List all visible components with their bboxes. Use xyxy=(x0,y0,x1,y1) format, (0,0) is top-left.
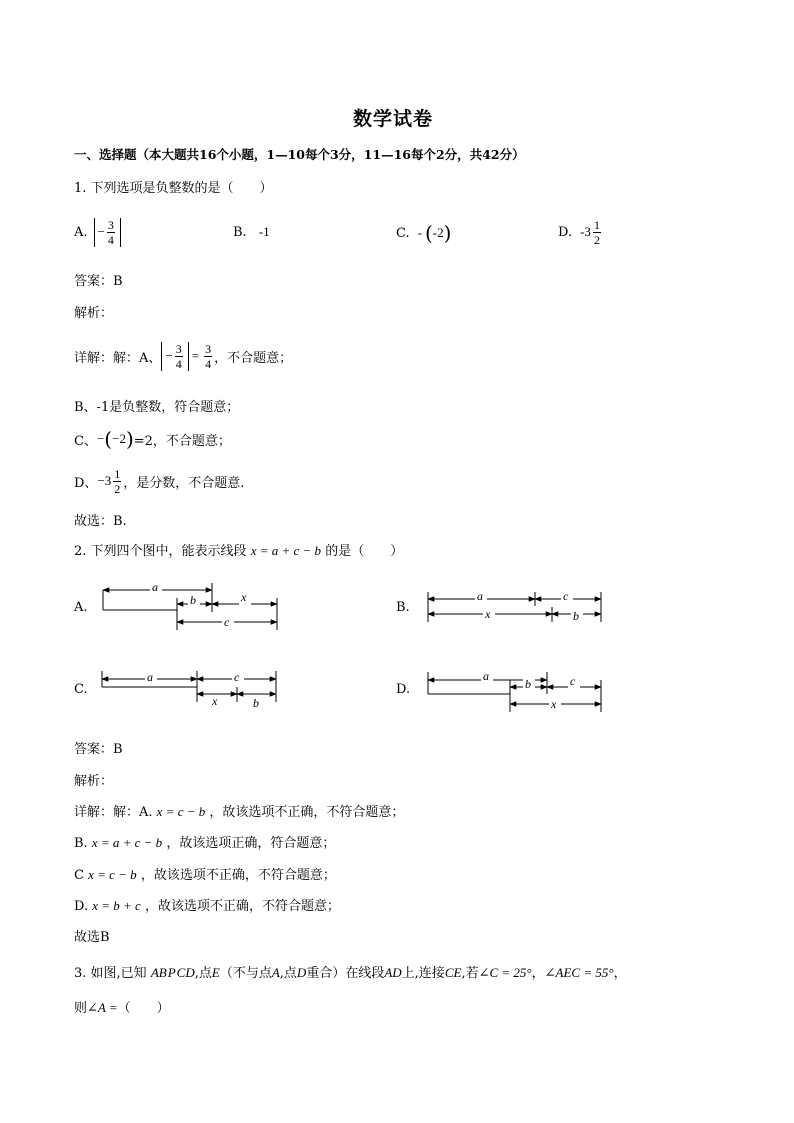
label-b: b xyxy=(525,677,531,691)
detail-text: C、 xyxy=(74,433,97,449)
detail-text: C xyxy=(74,868,84,883)
formula: x = a + c − b xyxy=(250,543,322,558)
q2-label-c: C. xyxy=(74,682,88,697)
option-label: A. xyxy=(74,224,88,240)
point-d: D xyxy=(296,965,307,980)
q1-detail-a: 详解：解：A、 − $\frac{3}{4}$ = $\frac{3}{4}$ ，不合题意； xyxy=(74,341,293,371)
q1-detail-d: D、 −3 $\frac{1}{2}$ ，是分数，不合题意. xyxy=(74,466,245,496)
stem-text: ， xyxy=(531,966,545,981)
stem-text: ,点 xyxy=(279,966,297,981)
label-c: c xyxy=(224,615,230,629)
detail-text: 详解：解：A、 xyxy=(74,350,162,366)
detail-text: =2，不合题意； xyxy=(133,433,231,449)
q2-detail-d xyxy=(74,895,340,914)
fraction-numerator: 1 xyxy=(593,217,600,232)
angle-aec: ∠AEC = 55° xyxy=(544,965,614,980)
label-b: b xyxy=(573,609,579,623)
q2-answer: 答案：B xyxy=(74,742,123,757)
stem-text: 上,连接 xyxy=(401,966,445,981)
stem-text: ,若 xyxy=(461,966,479,981)
q1-detail-b: B、-1是负整数，符合题意； xyxy=(74,400,240,415)
q1-choice: 故选：B. xyxy=(74,514,127,529)
detail-text: ，不合题意； xyxy=(214,350,293,366)
segment-ab: AB xyxy=(150,965,167,980)
question-3-line-2 xyxy=(74,997,170,1016)
stem-text: 2. 下列四个图中，能表示线段 xyxy=(74,544,247,559)
label-a: a xyxy=(147,670,153,684)
label-b: b xyxy=(190,593,196,607)
option-label: C. xyxy=(396,225,410,241)
label-a: a xyxy=(483,669,489,683)
point-e: E xyxy=(211,965,220,980)
figure-c xyxy=(102,671,276,702)
label-c: c xyxy=(234,670,240,684)
q2-choice: 故选B xyxy=(74,930,110,945)
q2-detail-b xyxy=(74,832,335,851)
formula: x = b + c xyxy=(92,898,141,913)
stem-text: 3. 如图,已知 xyxy=(74,966,147,981)
question-1-stem: 1. 下列选项是负整数的是（ ） xyxy=(74,181,273,196)
formula: x = a + c − b xyxy=(91,835,163,850)
stem-text: （ ） xyxy=(117,1001,170,1016)
q2-analysis-label: 解析： xyxy=(74,774,114,789)
q1-detail-c: C、 − ( −2 ) =2，不合题意； xyxy=(74,427,231,451)
option-value: -1 xyxy=(258,224,270,239)
q1-answer: 答案：B xyxy=(74,274,123,289)
stem-text: ,点 xyxy=(194,966,212,981)
detail-text: ，故该选项不正确，不符合题意； xyxy=(140,868,336,883)
label-c: c xyxy=(570,674,576,688)
question-3-line-1 xyxy=(74,962,627,981)
detail-text: 详解：解：A. xyxy=(74,805,153,820)
stem-text: 重合）在线段 xyxy=(306,966,385,981)
detail-text: D. xyxy=(74,899,89,914)
option-label: D. xyxy=(558,224,573,240)
segment-ce: CE xyxy=(444,965,462,980)
segment-cd: CD xyxy=(176,965,195,980)
q1-option-c: C. - ( -2 ) xyxy=(396,221,452,245)
parallel-symbol: P xyxy=(167,965,176,980)
detail-text: ，故该选项正确，符合题意； xyxy=(166,836,336,851)
label-b: b xyxy=(253,696,259,710)
absolute-value: − $\frac{3}{4}$ xyxy=(94,218,121,247)
label-x: x xyxy=(485,607,491,621)
segment-ad: AD xyxy=(384,965,402,980)
detail-text: B. xyxy=(74,836,88,851)
q2-label-d: D. xyxy=(396,682,411,697)
label-x: x xyxy=(241,590,247,604)
absolute-value: − $\frac{3}{4}$ xyxy=(161,342,188,371)
stem-text: （不与点 xyxy=(219,966,272,981)
detail-text: D、 xyxy=(74,475,98,491)
formula: x = c − b xyxy=(88,867,137,882)
section-heading: 一、选择题（本大题共16个小题，1—10每个3分，11—16每个2分，共42分） xyxy=(74,147,525,162)
stem-text: 的是（ ） xyxy=(325,544,404,559)
q2-label-a: A. xyxy=(74,600,88,615)
fraction-denominator: 4 xyxy=(107,232,114,247)
detail-text: ，故该选项不正确，不符合题意； xyxy=(209,805,405,820)
stem-text: 则 xyxy=(74,1001,88,1016)
option-value: -2 xyxy=(432,225,444,240)
formula: x = c − b xyxy=(156,804,206,819)
q2-detail-c xyxy=(74,864,336,883)
label-a: a xyxy=(477,589,483,603)
q2-label-b: B. xyxy=(396,600,410,615)
q1-analysis-label: 解析： xyxy=(74,306,114,321)
angle-a: ∠A = xyxy=(87,1000,118,1015)
point-a: A xyxy=(271,965,280,980)
fraction-numerator: 3 xyxy=(107,217,114,232)
detail-text: ，故该选项不正确，不符合题意； xyxy=(144,899,340,914)
page-title: 数学试卷 xyxy=(353,108,434,130)
label-x: x xyxy=(551,697,557,711)
stem-text: ， xyxy=(613,966,627,981)
label-a: a xyxy=(152,580,158,594)
detail-text: ，是分数，不合题意. xyxy=(123,475,245,491)
angle-c: ∠C = 25° xyxy=(478,965,532,980)
mixed-number-whole: -3 xyxy=(580,224,591,239)
label-x: x xyxy=(212,694,218,708)
option-label: B. xyxy=(233,225,247,240)
q2-detail-a xyxy=(74,801,404,820)
label-c: c xyxy=(563,589,569,603)
fraction-denominator: 2 xyxy=(593,232,600,247)
